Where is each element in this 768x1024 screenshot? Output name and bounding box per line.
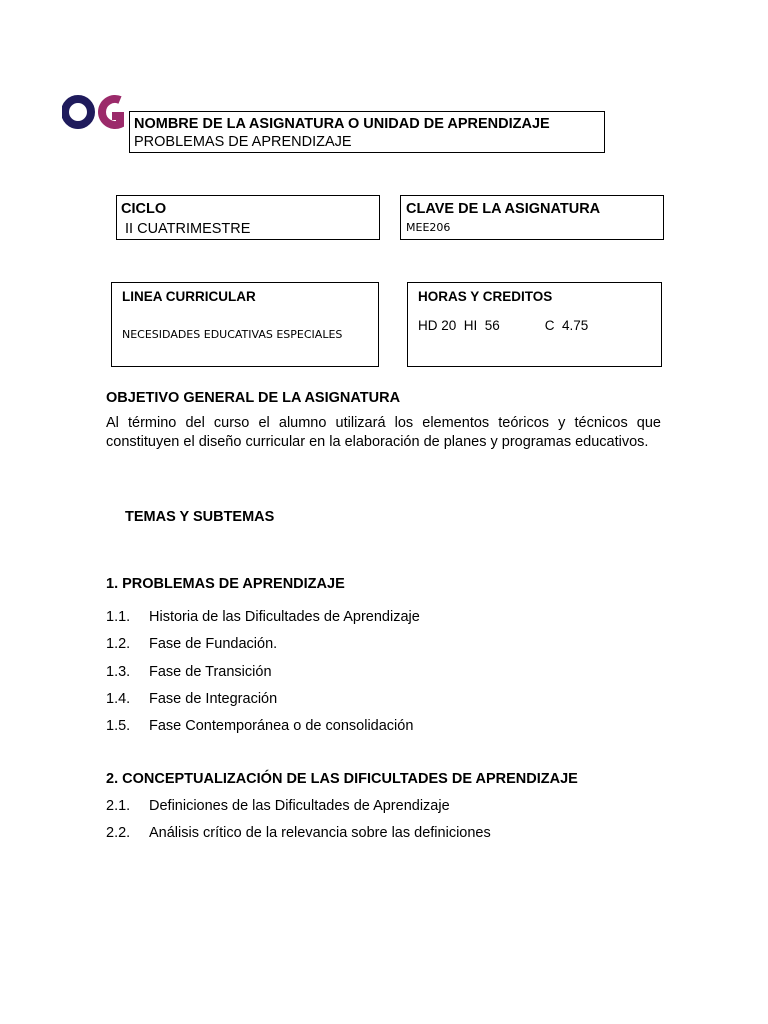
item-text: Fase de Transición: [149, 664, 272, 680]
clave-value: MEE206: [406, 221, 451, 234]
item-number: 1.1.: [106, 609, 131, 625]
objetivo-text: Al término del curso el alumno utilizará los elementos teóricos y técnicos que constituyen el diseño curricular en la elaboración de planes y programas educativos.: [106, 415, 661, 450]
horas-label: HORAS Y CREDITOS: [418, 289, 553, 304]
temas-title: TEMAS Y SUBTEMAS: [125, 509, 275, 525]
item-text: Historia de las Dificultades de Aprendizaje: [149, 609, 420, 625]
item-text: Fase de Fundación.: [149, 636, 278, 652]
item-text: Análisis crítico de la relevancia sobre las definiciones: [149, 825, 491, 841]
section-title: 2. CONCEPTUALIZACIÓN DE LAS DIFICULTADES DE APRENDIZAJE: [106, 771, 578, 787]
list-item: [106, 825, 491, 841]
item-text: Definiciones de las Dificultades de Aprendizaje: [149, 798, 450, 814]
list-item: [106, 718, 413, 734]
item-number: 2.2.: [106, 825, 131, 841]
clave-label: CLAVE DE LA ASIGNATURA: [406, 201, 601, 217]
item-text: Fase de Integración: [149, 691, 278, 707]
item-text: Fase Contemporánea o de consolidación: [149, 718, 414, 734]
list-item: [106, 664, 272, 680]
linea-curricular-box: [111, 282, 379, 367]
clave-box: [400, 195, 664, 240]
item-number: 1.2.: [106, 636, 131, 652]
list-item: [106, 636, 277, 652]
list-item: [106, 798, 450, 814]
institution-logo: [62, 90, 128, 134]
section-title: 1. PROBLEMAS DE APRENDIZAJE: [106, 576, 345, 592]
ciclo-value: II CUATRIMESTRE: [121, 221, 251, 237]
subject-name-label: NOMBRE DE LA ASIGNATURA O UNIDAD DE APRENDIZAJE: [134, 116, 550, 132]
list-item: [106, 691, 277, 707]
horas-value: HD 20 HI 56 C 4.75: [418, 318, 589, 333]
item-number: 1.5.: [106, 718, 131, 734]
item-number: 2.1.: [106, 798, 131, 814]
linea-label: LINEA CURRICULAR: [122, 289, 256, 304]
item-number: 1.4.: [106, 691, 131, 707]
ciclo-label: CICLO: [121, 201, 167, 217]
linea-value: NECESIDADES EDUCATIVAS ESPECIALES: [122, 328, 343, 341]
ciclo-box: [116, 195, 380, 240]
subject-name-box: [129, 111, 605, 153]
horas-creditos-box: [407, 282, 662, 367]
list-item: [106, 609, 420, 625]
subject-name-value: PROBLEMAS DE APRENDIZAJE: [134, 134, 352, 150]
objetivo-title: OBJETIVO GENERAL DE LA ASIGNATURA: [106, 390, 401, 406]
item-number: 1.3.: [106, 664, 131, 680]
